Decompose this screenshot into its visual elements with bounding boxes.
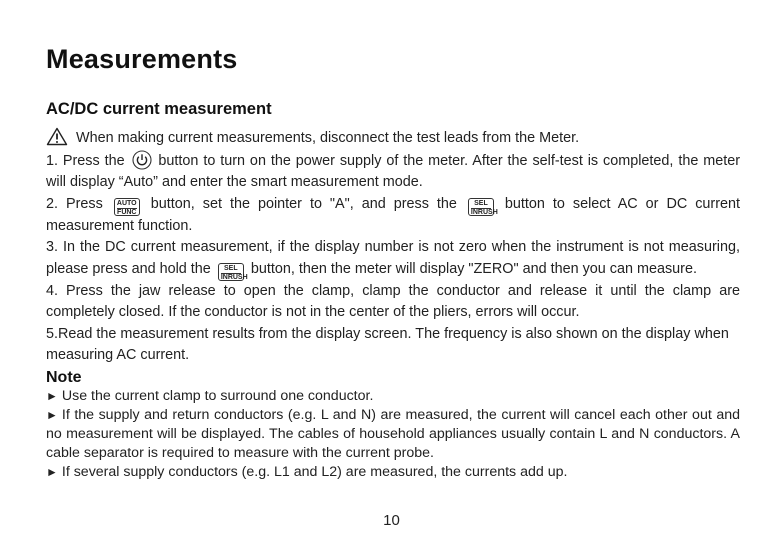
step-1 xyxy=(46,150,740,194)
func-key-label: FUNC xyxy=(117,208,137,216)
sel-inrush-key-icon xyxy=(468,198,498,216)
step-5: 5.Read the measurement results from the display screen. The frequency is also shown on the display when measuring AC current. xyxy=(46,325,729,363)
section-title: AC/DC current measurement xyxy=(46,100,272,118)
note-item xyxy=(46,463,740,482)
note-heading: Note xyxy=(46,368,82,386)
step-2 xyxy=(46,194,740,238)
step-2-text-c: button to select AC or DC current measurement function. xyxy=(46,195,741,234)
step-2-text-b: button, set the pointer to "A", and press the xyxy=(150,195,457,212)
inrush-key-label: INRUSH xyxy=(470,208,498,216)
step-2-text-a: 2. Press xyxy=(46,195,103,212)
sel-key-label: SEL xyxy=(224,264,238,272)
step-3-text-a: 3. In the DC current measurement, if the display number is not zero when the instrument is not measuring, please press and hold the xyxy=(46,239,740,277)
step-1-text-b: button to turn on the power supply of the meter. After the self-test is completed, the meter will display “Auto” and enter the smart measurement mode. xyxy=(46,152,741,190)
note-text: Use the current clamp to surround one conductor. xyxy=(61,387,374,404)
body-text xyxy=(46,127,740,482)
note-text: If several supply conductors (e.g. L1 and L2) are measured, the currents add up. xyxy=(61,463,568,480)
note-list xyxy=(46,387,740,482)
note-item xyxy=(46,406,740,463)
bullet-icon: ► xyxy=(46,464,58,479)
bullet-icon: ► xyxy=(46,407,58,422)
inrush-key-label: INRUSH xyxy=(220,273,248,281)
step-1-text-a: 1. Press the xyxy=(46,152,125,169)
warning-text: When making current measurements, disconnect the test leads from the Meter. xyxy=(76,130,580,146)
bullet-icon: ► xyxy=(46,388,58,403)
step-4: 4. Press the jaw release to open the clamp, clamp the conductor and release it until the clamp are completely closed. If the conductor is not in the center of the pliers, errors will occur. xyxy=(46,282,740,320)
warning-triangle-icon xyxy=(46,127,68,146)
warning-line xyxy=(46,127,740,150)
note-text: If the supply and return conductors (e.g. L and N) are measured, the current will cancel each other out and no measurement will be displayed. The cables of household appliances usually contain L and N conductors. A cable separator is required to measure with the current probe. xyxy=(46,406,740,461)
step-3 xyxy=(46,237,740,281)
note-item xyxy=(46,387,740,406)
sel-inrush-key-icon xyxy=(218,263,248,281)
page-title: Measurements xyxy=(46,44,238,74)
page-number: 10 xyxy=(383,512,400,529)
step-3-text-b: button, then the meter will display "ZERO" and then you can measure. xyxy=(250,260,697,277)
power-button-icon xyxy=(132,150,152,170)
auto-func-key-icon xyxy=(114,198,140,216)
sel-key-label: SEL xyxy=(474,199,488,207)
auto-key-label: AUTO xyxy=(116,199,137,207)
